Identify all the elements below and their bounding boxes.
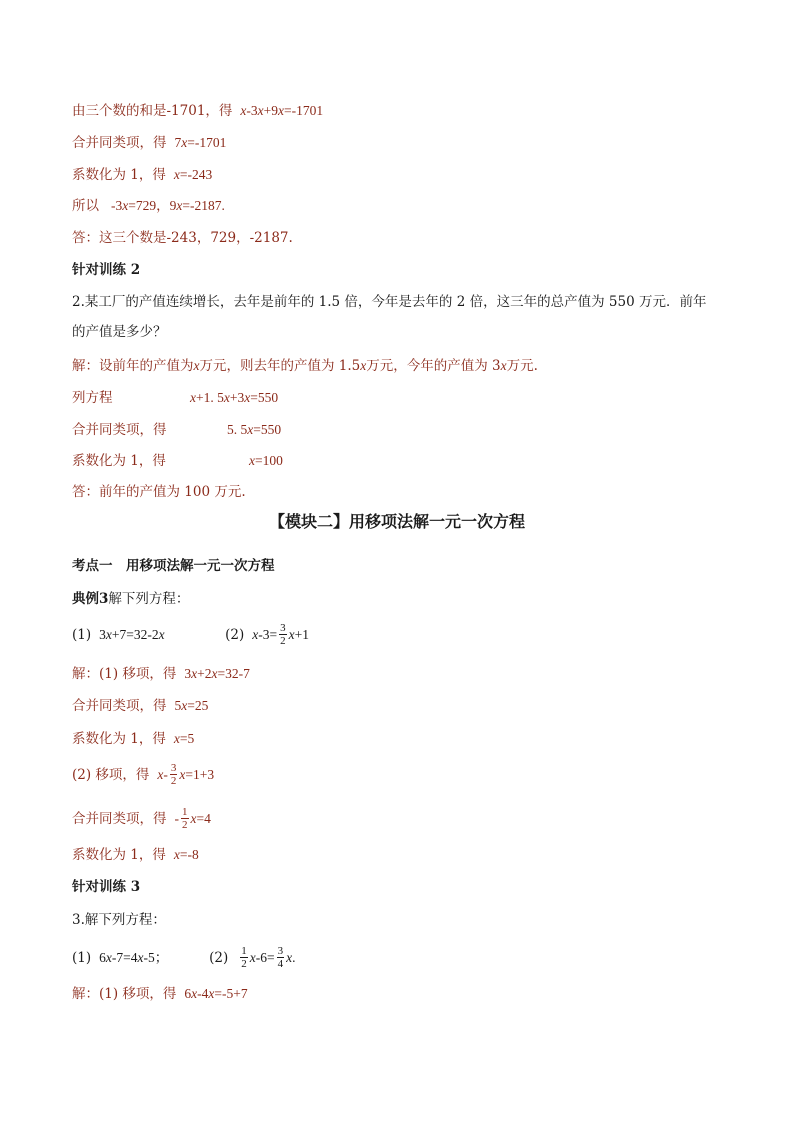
term: =4: [196, 810, 211, 826]
term: +9: [263, 103, 279, 118]
answer-line: [72, 228, 293, 248]
term: -3: [111, 198, 123, 213]
kaodian-title: [72, 556, 275, 576]
numerator: 1: [182, 806, 188, 818]
problem-label: (2): [209, 949, 229, 966]
question-text: 2.某工厂的产值连续增长，去年是前年的 1.5 倍，今年是去年的 2 倍，这三年的总产值为 550 万元．前年: [72, 294, 707, 310]
var-x: x: [181, 698, 188, 713]
term: 6: [99, 949, 106, 965]
term: =-1701: [187, 135, 227, 150]
var-x: x: [223, 390, 230, 405]
var-x: x: [191, 986, 198, 1001]
equation: [175, 806, 211, 831]
var-x: x: [176, 198, 183, 213]
var-x: x: [193, 358, 200, 373]
denominator: 4: [277, 958, 284, 970]
term: =-1701: [284, 103, 324, 118]
solution-3-step-6: [72, 845, 199, 865]
solution-line-sum: [72, 101, 323, 121]
equation: [252, 622, 309, 647]
label: 合并同类项，得: [72, 810, 167, 827]
equation: [99, 948, 209, 968]
question-text: 的产值是多少？: [72, 324, 167, 340]
var-x: x: [181, 135, 188, 150]
question-3-line: [72, 910, 166, 930]
term: 6: [184, 986, 192, 1001]
denominator: 2: [170, 775, 177, 787]
equation: [240, 101, 323, 121]
problem-label: (1): [72, 949, 92, 966]
term: =32-7: [217, 666, 250, 681]
solution-t3-step-1: [72, 984, 248, 1004]
equation: [174, 165, 212, 185]
solution-line-merge: [72, 133, 226, 153]
label: 合并同类项，得: [72, 422, 167, 438]
var-x: x: [244, 390, 251, 405]
question-line-1: [72, 292, 706, 312]
denominator: 2: [241, 958, 247, 970]
var-x: x: [190, 810, 197, 826]
term: =550: [250, 390, 279, 405]
answer-line-2: [72, 482, 246, 502]
answer-text: 答：这三个数是-243，729，-2187.: [72, 230, 293, 246]
term: -6=: [255, 949, 275, 965]
equation: [249, 451, 283, 471]
question-3-problems: [72, 945, 295, 970]
var-x: x: [157, 766, 164, 782]
var-x: x: [249, 949, 256, 965]
term: =550: [253, 422, 282, 437]
solution-3-step-1: [72, 664, 250, 684]
denominator: 2: [280, 635, 286, 647]
denominator: 2: [182, 819, 188, 831]
equation: [184, 984, 247, 1004]
solution-3-step-4: [72, 762, 214, 787]
term: +3: [229, 390, 245, 405]
equation: [157, 762, 214, 787]
term: =729，9: [128, 198, 177, 213]
example-text: 解下列方程：: [108, 591, 190, 607]
text: 万元，则去年的产值为 1.5: [199, 358, 361, 374]
equation: [174, 845, 199, 865]
equation: [227, 420, 281, 440]
term: 3: [184, 666, 192, 681]
term: =5: [179, 731, 195, 746]
var-x: x: [173, 731, 180, 746]
equation-line: [72, 388, 278, 408]
var-x: x: [288, 626, 295, 642]
term: +1: [294, 626, 309, 642]
var-x: x: [173, 847, 180, 862]
text: 解：设前年的产值为: [72, 358, 194, 374]
title-text: 针对训练 2: [72, 262, 141, 278]
var-x: x: [240, 103, 247, 118]
label: 系数化为 1，得: [72, 731, 166, 747]
label: 合并同类项，得: [72, 698, 167, 714]
term: +7=32-2: [111, 626, 159, 642]
term: -: [174, 810, 179, 826]
var-x: x: [249, 453, 255, 468]
line-text: 所以: [72, 198, 99, 214]
term: -3: [246, 103, 258, 118]
var-x: x: [211, 666, 218, 681]
var-x: x: [191, 666, 198, 681]
var-x: x: [105, 949, 112, 965]
line-text: 系数化为 1，得: [72, 167, 166, 183]
var-x: x: [158, 626, 165, 642]
line-text: 合并同类项，得: [72, 135, 167, 151]
question-line-2: [72, 322, 167, 342]
term: =1+3: [185, 766, 215, 782]
problem-label: (2): [225, 626, 245, 643]
label: 系数化为 1，得: [72, 847, 166, 863]
var-x: x: [190, 390, 196, 405]
example-3-problems: [72, 622, 309, 647]
example-label: 典例3: [72, 591, 109, 607]
solution-3-step-2: [72, 696, 208, 716]
equation: [175, 133, 227, 153]
equation: [238, 945, 295, 970]
section-title-training-2: [72, 260, 140, 280]
term: +1. 5: [196, 390, 224, 405]
var-x: x: [360, 358, 367, 373]
fraction: [240, 945, 248, 970]
equation: [190, 388, 278, 408]
term: +2: [197, 666, 212, 681]
problem-label: (1): [72, 626, 92, 643]
var-x: x: [286, 949, 293, 965]
section-title-training-3: [72, 877, 140, 897]
var-x: x: [179, 766, 186, 782]
text: 万元.: [506, 358, 538, 374]
line-text: 由三个数的和是-1701，得: [72, 103, 233, 119]
numerator: 3: [170, 762, 177, 774]
solution-3-step-5: [72, 806, 211, 831]
title-text: 针对训练 3: [72, 879, 141, 895]
term: =-5+7: [214, 986, 248, 1001]
var-x: x: [278, 103, 285, 118]
var-x: x: [208, 986, 215, 1001]
fraction: [181, 806, 189, 831]
merge-line: [72, 420, 281, 440]
text: 万元，今年的产值为 3: [366, 358, 501, 374]
var-x: x: [173, 167, 180, 182]
module-heading: 【模块二】用移项法解一元一次方程: [268, 512, 525, 531]
solution-line-therefore: [72, 196, 225, 216]
coef-line: [72, 451, 283, 471]
solution-line-coef: [72, 165, 212, 185]
term: =100: [255, 453, 283, 468]
term: =-2187.: [182, 198, 225, 213]
term: 3: [99, 626, 106, 642]
var-x: x: [257, 103, 264, 118]
label: (2) 移项，得: [72, 766, 150, 783]
numerator: 1: [241, 945, 247, 957]
fraction: [170, 762, 178, 787]
answer-text: 答：前年的产值为 100 万元.: [72, 484, 246, 500]
equation: [175, 696, 209, 716]
var-x: x: [500, 358, 507, 373]
equation: [174, 729, 194, 749]
numerator: 3: [280, 622, 286, 634]
var-x: x: [122, 198, 129, 213]
solution-setup-line: [72, 356, 538, 376]
equation: [99, 625, 225, 645]
var-x: x: [105, 626, 112, 642]
equation: [111, 196, 225, 216]
var-x: x: [137, 949, 144, 965]
label: 列方程: [72, 390, 113, 406]
term: 5: [174, 698, 182, 713]
var-x: x: [247, 422, 254, 437]
term: -7=4: [111, 949, 138, 965]
term: =25: [187, 698, 209, 713]
label: 解：(1) 移项，得: [72, 666, 177, 682]
term: -4: [197, 986, 209, 1001]
var-x: x: [252, 626, 259, 642]
fraction: [279, 622, 287, 647]
question-text: 3.解下列方程：: [72, 912, 166, 928]
term: .: [292, 949, 296, 965]
title-text: 考点一 用移项法解一元一次方程: [72, 558, 275, 574]
term: -3=: [258, 626, 278, 642]
term: -5；: [143, 949, 169, 965]
solution-3-step-3: [72, 729, 194, 749]
label: 解：(1) 移项，得: [72, 986, 177, 1002]
term: 7: [174, 135, 182, 150]
numerator: 3: [277, 945, 284, 957]
example-3-line: [72, 589, 189, 609]
equation: [184, 664, 249, 684]
term: =-8: [179, 847, 199, 862]
term: -: [163, 766, 168, 782]
fraction: [277, 945, 285, 970]
term: =-243: [179, 167, 213, 182]
term: 5. 5: [227, 422, 248, 437]
label: 系数化为 1，得: [72, 453, 166, 469]
